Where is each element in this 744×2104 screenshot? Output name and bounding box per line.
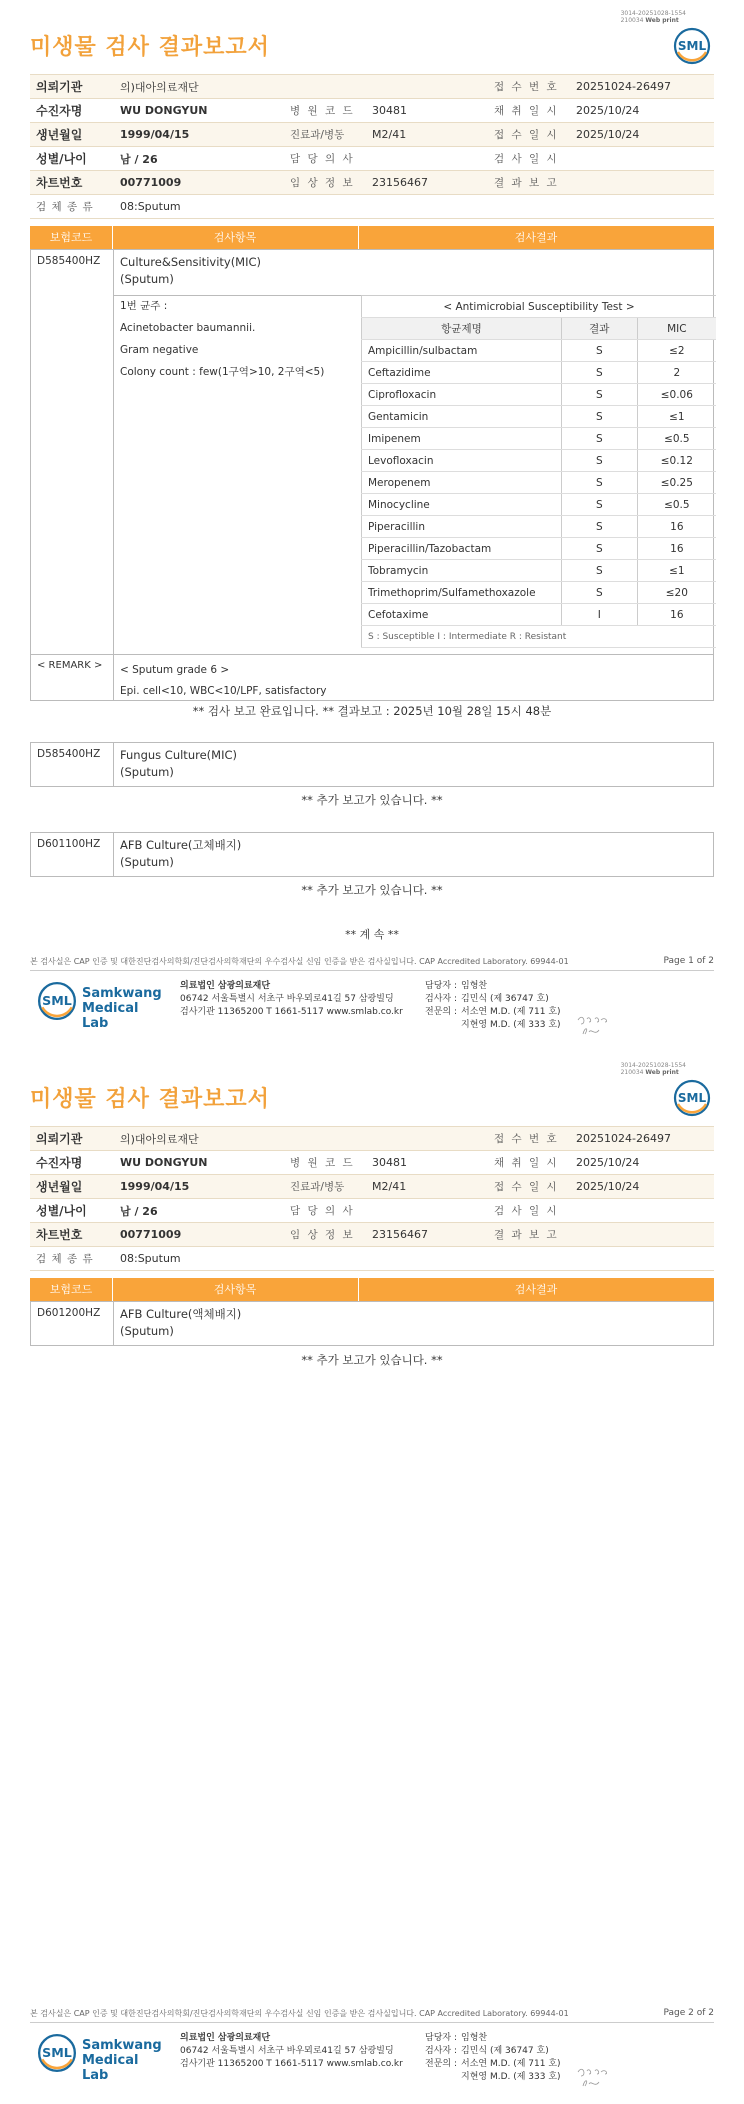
- sml-footer-logo-icon: [36, 980, 78, 1022]
- afb-liquid-item-line2: (Sputum): [120, 1324, 174, 1338]
- cert-text: 본 검사실은 CAP 인증 및 대한진단검사의학회/진단검사의학재단의 우수검사실 신임 인증을 받은 검사실입니다. CAP Accredited Laboratory. 69944-01: [30, 957, 569, 966]
- fungus-code: D585400HZ: [37, 748, 101, 760]
- fungus-item-line2: (Sputum): [120, 765, 174, 779]
- chart-label: 차트번호: [30, 171, 114, 195]
- culture-code: D585400HZ: [37, 255, 101, 267]
- column-divider: [113, 1302, 114, 1345]
- lab-name-line1: Samkwang: [82, 2038, 162, 2053]
- mic: ≤0.5: [637, 428, 716, 450]
- remark-label: < REMARK >: [37, 660, 103, 671]
- column-divider: [113, 833, 114, 876]
- reported-label: 결 과 보 고: [488, 171, 570, 195]
- fungus-pending-note: ** 추가 보고가 있습니다. **: [301, 793, 443, 807]
- ast-row: [362, 406, 717, 428]
- result: S: [561, 472, 637, 494]
- gram-stain: Gram negative: [120, 344, 199, 356]
- ast-col-drug: 항균제명: [362, 318, 562, 340]
- mic: ≤0.06: [637, 384, 716, 406]
- document-code: 3014-20251028-1554 210034 Web print: [620, 1062, 686, 1076]
- result: S: [561, 516, 637, 538]
- column-divider: [113, 250, 114, 700]
- sex-age-value: 남 / 26: [114, 147, 284, 171]
- afb-liquid-code: D601200HZ: [37, 1307, 101, 1319]
- specimen-label: 검 체 종 류: [30, 195, 114, 219]
- tester-label: 검사자 :: [425, 994, 457, 1004]
- samkwang-logo: [36, 2032, 166, 2083]
- manager-label: 담당자 :: [425, 2033, 457, 2043]
- patient-info-table: [30, 74, 714, 219]
- doctor-label: 담 당 의 사: [284, 1199, 366, 1223]
- organization-info: [180, 2032, 403, 2071]
- received-label: 접 수 일 시: [488, 1175, 570, 1199]
- signatories: [425, 980, 561, 1032]
- result: S: [561, 340, 637, 362]
- ast-row: [362, 428, 717, 450]
- hospital-label: 의뢰기관: [30, 1127, 114, 1151]
- dept-value: M2/41: [366, 123, 488, 147]
- name-label: 수진자명: [30, 99, 114, 123]
- clinical-value: 23156467: [366, 171, 488, 195]
- col-item-header: 검사항목: [112, 1278, 359, 1301]
- reported-label: 결 과 보 고: [488, 1223, 570, 1247]
- tester-label: 검사자 :: [425, 2046, 457, 2056]
- org-name: 의료법인 삼광의료재단: [180, 981, 271, 991]
- collected-value: 2025/10/24: [570, 1151, 714, 1175]
- footer-divider: [30, 2022, 714, 2023]
- dob-label: 생년월일: [30, 1175, 114, 1199]
- ast-row: [362, 494, 717, 516]
- svg-text:SML: SML: [42, 2045, 72, 2061]
- hospital-value: 의)대아의료재단: [114, 1127, 488, 1151]
- dob-value: 1999/04/15: [114, 123, 284, 147]
- hosp-code-value: 30481: [366, 99, 488, 123]
- mic: 16: [637, 538, 716, 560]
- remark-text: [120, 660, 327, 702]
- drug: Minocycline: [362, 494, 562, 516]
- specialist-name-1: 서소연 M.D. (제 711 호): [461, 1007, 561, 1017]
- page-number: Page 2 of 2: [663, 2008, 714, 2018]
- chart-label: 차트번호: [30, 1223, 114, 1247]
- receipt-no-label: 접 수 번 호: [488, 75, 570, 99]
- mic: ≤0.25: [637, 472, 716, 494]
- hospital-value: 의)대아의료재단: [114, 75, 488, 99]
- mic: ≤1: [637, 406, 716, 428]
- signature-icon: [575, 1010, 611, 1038]
- result: S: [561, 428, 637, 450]
- mic: ≤1: [637, 560, 716, 582]
- tested-value: [570, 1199, 714, 1223]
- chart-value: 00771009: [114, 1223, 284, 1247]
- collected-label: 채 취 일 시: [488, 1151, 570, 1175]
- afb-solid-pending-note: ** 추가 보고가 있습니다. **: [301, 883, 443, 897]
- sml-footer-logo-icon: [36, 2032, 78, 2074]
- result: S: [561, 582, 637, 604]
- specialist-name-2: 지현영 M.D. (제 333 호): [461, 2072, 561, 2082]
- ast-row: [362, 538, 717, 560]
- page-number: Page 1 of 2: [663, 956, 714, 966]
- hosp-code-label: 병 원 코 드: [284, 99, 366, 123]
- name-label: 수진자명: [30, 1151, 114, 1175]
- ast-title: < Antimicrobial Susceptibility Test >: [362, 296, 717, 318]
- result: S: [561, 494, 637, 516]
- report-page-2: [0, 1052, 744, 2104]
- culture-item-line1: Culture&Sensitivity(MIC): [120, 255, 262, 269]
- name-value: WU DONGYUN: [114, 1151, 284, 1175]
- receipt-no-value: 20251024-26497: [570, 75, 714, 99]
- drug: Piperacillin: [362, 516, 562, 538]
- org-address: 06742 서울특별시 서초구 바우뫼로41길 57 삼광빌딩: [180, 2046, 394, 2056]
- col-result-header: 검사결과: [514, 231, 558, 244]
- received-value: 2025/10/24: [570, 123, 714, 147]
- mic: 16: [637, 516, 716, 538]
- drug: Ampicillin/sulbactam: [362, 340, 562, 362]
- remark-line2: Epi. cell<10, WBC<10/LPF, satisfactory: [120, 685, 327, 697]
- drug: Tobramycin: [362, 560, 562, 582]
- specialist-name-1: 서소연 M.D. (제 711 호): [461, 2059, 561, 2069]
- clinical-label: 임 상 정 보: [284, 171, 366, 195]
- sml-logo-icon: [672, 1078, 712, 1118]
- fungus-result-block: [30, 742, 714, 787]
- ast-row: [362, 450, 717, 472]
- mic: 2: [637, 362, 716, 384]
- tested-label: 검 사 일 시: [488, 1199, 570, 1223]
- result: S: [561, 362, 637, 384]
- mic: ≤2: [637, 340, 716, 362]
- drug: Gentamicin: [362, 406, 562, 428]
- ast-table: [361, 295, 716, 648]
- org-address: 06742 서울특별시 서초구 바우뫼로41길 57 삼광빌딩: [180, 994, 394, 1004]
- culture-result-block: [30, 249, 714, 701]
- result: S: [561, 538, 637, 560]
- collected-value: 2025/10/24: [570, 99, 714, 123]
- lab-name-line2: Medical Lab: [82, 2053, 139, 2083]
- organization-info: [180, 980, 403, 1019]
- remark-line1: < Sputum grade 6 >: [120, 664, 230, 676]
- afb-solid-item-name: [120, 837, 241, 871]
- ast-row: [362, 516, 717, 538]
- result: S: [561, 384, 637, 406]
- culture-item-line2: (Sputum): [120, 272, 174, 286]
- name-value: WU DONGYUN: [114, 99, 284, 123]
- samkwang-logo: [36, 980, 166, 1031]
- svg-text:SML: SML: [42, 993, 72, 1009]
- document-code: 3014-20251028-1554 210034 Web print: [620, 10, 686, 24]
- manager-name: 임형찬: [461, 981, 488, 991]
- lab-name-line2: Medical Lab: [82, 1001, 139, 1031]
- afb-liquid-result-block: [30, 1301, 714, 1346]
- mic: 16: [637, 604, 716, 626]
- doctor-label: 담 당 의 사: [284, 147, 366, 171]
- org-name: 의료법인 삼광의료재단: [180, 2033, 271, 2043]
- hosp-code-value: 30481: [366, 1151, 488, 1175]
- mic: ≤0.5: [637, 494, 716, 516]
- doctor-value: [366, 147, 488, 171]
- col-item-header: 검사항목: [112, 226, 359, 249]
- manager-name: 임형찬: [461, 2033, 488, 2043]
- clinical-value: 23156467: [366, 1223, 488, 1247]
- drug: Imipenem: [362, 428, 562, 450]
- report-complete-note: ** 검사 보고 완료입니다. ** 결과보고 : 2025년 10월 28일 15시 48분: [192, 704, 552, 718]
- col-result-header: 검사결과: [514, 1283, 558, 1296]
- drug: Meropenem: [362, 472, 562, 494]
- receipt-no-value: 20251024-26497: [570, 1127, 714, 1151]
- colony-count: Colony count : few(1구역>10, 2구역<5): [120, 366, 325, 378]
- chart-value: 00771009: [114, 171, 284, 195]
- org-registration: 검사기관 11365200 T 1661-5117 www.smlab.co.kr: [180, 1007, 403, 1017]
- result-header: [30, 1278, 714, 1301]
- reported-value: [570, 171, 714, 195]
- afb-solid-code: D601100HZ: [37, 838, 101, 850]
- collected-label: 채 취 일 시: [488, 99, 570, 123]
- received-value: 2025/10/24: [570, 1175, 714, 1199]
- signature-icon: [575, 2062, 611, 2090]
- mic: ≤0.12: [637, 450, 716, 472]
- afb-solid-item-line2: (Sputum): [120, 855, 174, 869]
- hosp-code-label: 병 원 코 드: [284, 1151, 366, 1175]
- signatories: [425, 2032, 561, 2084]
- column-divider: [113, 743, 114, 786]
- sex-age-label: 성별/나이: [30, 147, 114, 171]
- svg-text:SML: SML: [677, 39, 707, 53]
- divider: [31, 654, 713, 655]
- lab-name-line1: Samkwang: [82, 986, 162, 1001]
- col-code-header: 보험코드: [30, 1278, 113, 1301]
- afb-liquid-item-name: [120, 1306, 241, 1340]
- mic: ≤20: [637, 582, 716, 604]
- fungus-item-line1: Fungus Culture(MIC): [120, 748, 237, 762]
- org-registration: 검사기관 11365200 T 1661-5117 www.smlab.co.kr: [180, 2059, 403, 2069]
- svg-text:SML: SML: [677, 1091, 707, 1105]
- afb-solid-item-line1: AFB Culture(고체배지): [120, 838, 242, 852]
- ast-row: [362, 472, 717, 494]
- ast-row: [362, 340, 717, 362]
- specialist-label: 전문의 :: [425, 1007, 457, 1017]
- lab-name: [82, 986, 166, 1031]
- specialist-name-2: 지현영 M.D. (제 333 호): [461, 1020, 561, 1030]
- report-title: 미생물 검사 결과보고서: [30, 35, 270, 60]
- patient-info-table: [30, 1126, 714, 1271]
- tester-name: 김민식 (제 36747 호): [461, 994, 549, 1004]
- hospital-label: 의뢰기관: [30, 75, 114, 99]
- afb-liquid-pending-note: ** 추가 보고가 있습니다. **: [301, 1353, 443, 1367]
- afb-liquid-item-line1: AFB Culture(액체배지): [120, 1307, 242, 1321]
- ast-row: [362, 560, 717, 582]
- specimen-value: 08:Sputum: [114, 1247, 714, 1271]
- isolate-info: [120, 295, 324, 383]
- drug: Ceftazidime: [362, 362, 562, 384]
- tester-name: 김민식 (제 36747 호): [461, 2046, 549, 2056]
- clinical-label: 임 상 정 보: [284, 1223, 366, 1247]
- drug: Cefotaxime: [362, 604, 562, 626]
- dob-label: 생년월일: [30, 123, 114, 147]
- ast-legend: S : Susceptible I : Intermediate R : Resistant: [362, 626, 717, 648]
- dept-value: M2/41: [366, 1175, 488, 1199]
- result: S: [561, 406, 637, 428]
- ast-col-result: 결과: [561, 318, 637, 340]
- doctor-value: [366, 1199, 488, 1223]
- footer-cert: [30, 2008, 714, 2019]
- culture-item-name: [120, 254, 261, 288]
- result: S: [561, 560, 637, 582]
- ast-row: [362, 604, 717, 626]
- tested-label: 검 사 일 시: [488, 147, 570, 171]
- reported-value: [570, 1223, 714, 1247]
- result: S: [561, 450, 637, 472]
- dept-label: 진료과/병동: [284, 123, 366, 147]
- afb-solid-result-block: [30, 832, 714, 877]
- manager-label: 담당자 :: [425, 981, 457, 991]
- ast-col-mic: MIC: [637, 318, 716, 340]
- sml-logo-icon: [672, 26, 712, 66]
- drug: Ciprofloxacin: [362, 384, 562, 406]
- receipt-no-label: 접 수 번 호: [488, 1127, 570, 1151]
- drug: Levofloxacin: [362, 450, 562, 472]
- isolate-number: 1번 균주 :: [120, 300, 168, 312]
- footer-cert: [30, 956, 714, 967]
- sex-age-label: 성별/나이: [30, 1199, 114, 1223]
- footer-divider: [30, 970, 714, 971]
- sex-age-value: 남 / 26: [114, 1199, 284, 1223]
- result: I: [561, 604, 637, 626]
- ast-row: [362, 362, 717, 384]
- continued-note: ** 계 속 **: [345, 928, 399, 941]
- cert-text: 본 검사실은 CAP 인증 및 대한진단검사의학회/진단검사의학재단의 우수검사실 신임 인증을 받은 검사실입니다. CAP Accredited Laboratory. 69944-01: [30, 2009, 569, 2018]
- drug: Trimethoprim/Sulfamethoxazole: [362, 582, 562, 604]
- col-code-header: 보험코드: [30, 226, 113, 249]
- tested-value: [570, 147, 714, 171]
- ast-row: [362, 384, 717, 406]
- result-header: [30, 226, 714, 249]
- specialist-label: 전문의 :: [425, 2059, 457, 2069]
- organism-name: Acinetobacter baumannii.: [120, 322, 256, 334]
- dept-label: 진료과/병동: [284, 1175, 366, 1199]
- dob-value: 1999/04/15: [114, 1175, 284, 1199]
- ast-row: [362, 582, 717, 604]
- specimen-label: 검 체 종 류: [30, 1247, 114, 1271]
- received-label: 접 수 일 시: [488, 123, 570, 147]
- drug: Piperacillin/Tazobactam: [362, 538, 562, 560]
- fungus-item-name: [120, 747, 237, 781]
- lab-name: [82, 2038, 166, 2083]
- report-title: 미생물 검사 결과보고서: [30, 1087, 270, 1112]
- specimen-value: 08:Sputum: [114, 195, 714, 219]
